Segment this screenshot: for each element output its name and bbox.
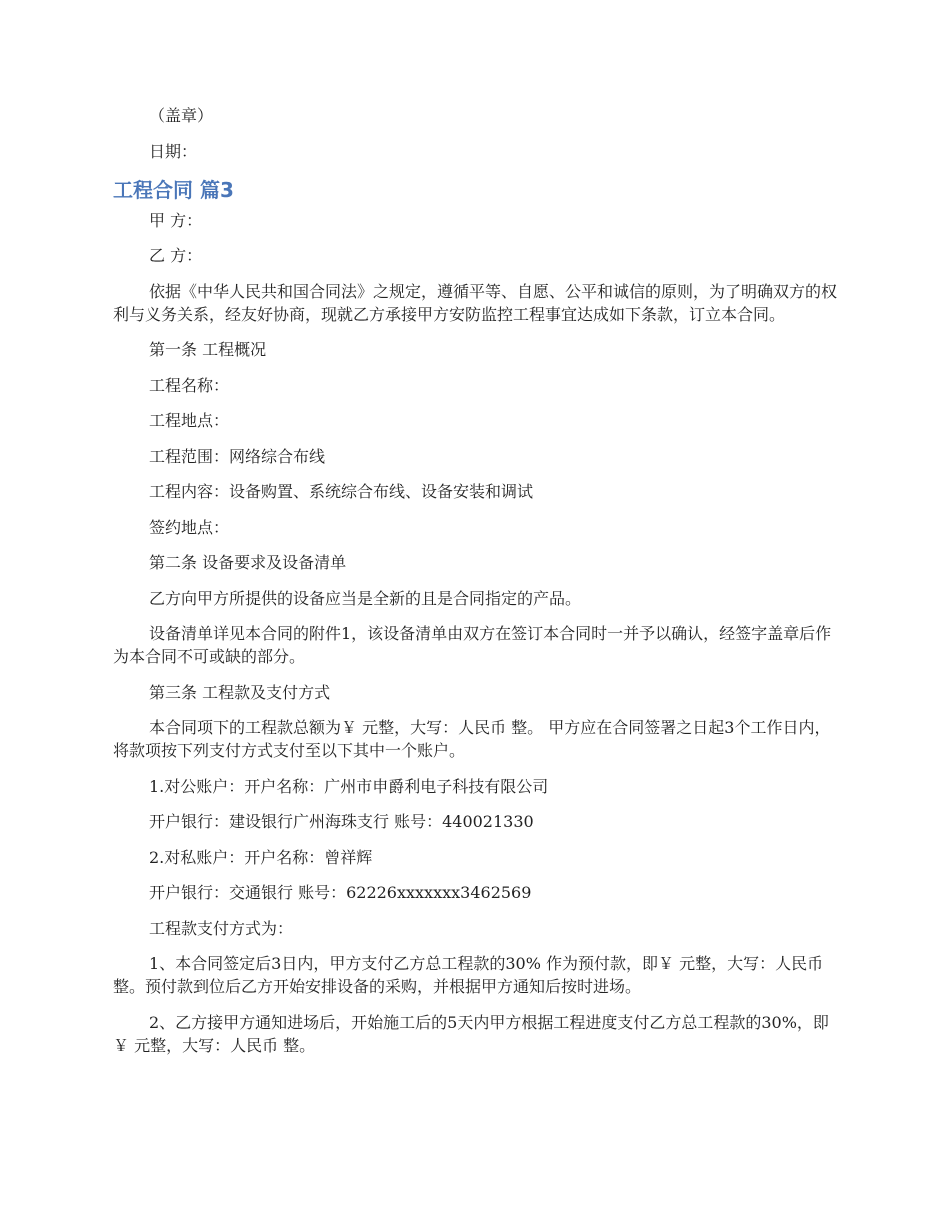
intro-paragraph: 依据《中华人民共和国合同法》之规定，遵循平等、自愿、公平和诚信的原则，为了明确双方的权利与义务关系，经友好协商，现就乙方承接甲方安防监控工程事宜达成如下条款，订立本合同。 — [113, 281, 838, 324]
public-bank-line: 开户银行：建设银行广州海珠支行 账号：440021330 — [149, 812, 534, 831]
article-2-heading: 第二条 设备要求及设备清单 — [149, 553, 347, 572]
date-line: 日期： — [149, 141, 198, 161]
document-page — [113, 104, 840, 1069]
project-scope-line: 工程范围：网络综合布线 — [149, 446, 326, 466]
project-content-line: 工程内容：设备购置、系统综合布线、设备安装和调试 — [149, 482, 534, 501]
private-account-line: 2.对私账户：开户名称：曾祥辉 — [149, 847, 373, 867]
equipment-list-paragraph: 设备清单详见本合同的附件1，该设备清单由双方在签订本合同时一并予以确认，经签字盖章后作为本合同不可或缺的部分。 — [113, 624, 832, 666]
party-b-line: 乙 方： — [149, 246, 203, 265]
seal-line: （盖章） — [149, 106, 214, 125]
party-a-line: 甲 方： — [149, 210, 203, 230]
project-location-line: 工程地点： — [149, 411, 230, 430]
article-1-heading: 第一条 工程概况 — [149, 340, 267, 359]
public-account-line: 1.对公账户：开户名称：广州市申爵利电子科技有限公司 — [149, 776, 549, 796]
equipment-new-paragraph: 乙方向甲方所提供的设备应当是全新的且是合同指定的产品。 — [149, 588, 582, 608]
total-amount-paragraph: 本合同项下的工程款总额为￥ 元整，大写：人民币 整。 甲方应在合同签署之日起3个工作日内，将款项按下列支付方式支付至以下其中一个账户。 — [113, 718, 831, 760]
payment-term-1: 1、本合同签定后3日内，甲方支付乙方总工程款的30% 作为预付款，即￥ 元整，大写：人民币 整。预付款到位后乙方开始安排设备的采购，并根据甲方通知后按时进场。 — [113, 954, 824, 996]
article-3-heading: 第三条 工程款及支付方式 — [149, 682, 331, 702]
signing-place-line: 签约地点： — [149, 517, 230, 537]
payment-method-line: 工程款支付方式为： — [149, 918, 294, 938]
section-title: 工程合同 篇3 — [113, 177, 234, 202]
project-name-line: 工程名称： — [149, 375, 230, 395]
private-bank-line: 开户银行：交通银行 账号：62226xxxxxxx3462569 — [149, 883, 532, 902]
payment-term-2: 2、乙方接甲方通知进场后，开始施工后的5天内甲方根据工程进度支付乙方总工程款的30%，即￥ 元整，大写：人民币 整。 — [113, 1012, 829, 1055]
